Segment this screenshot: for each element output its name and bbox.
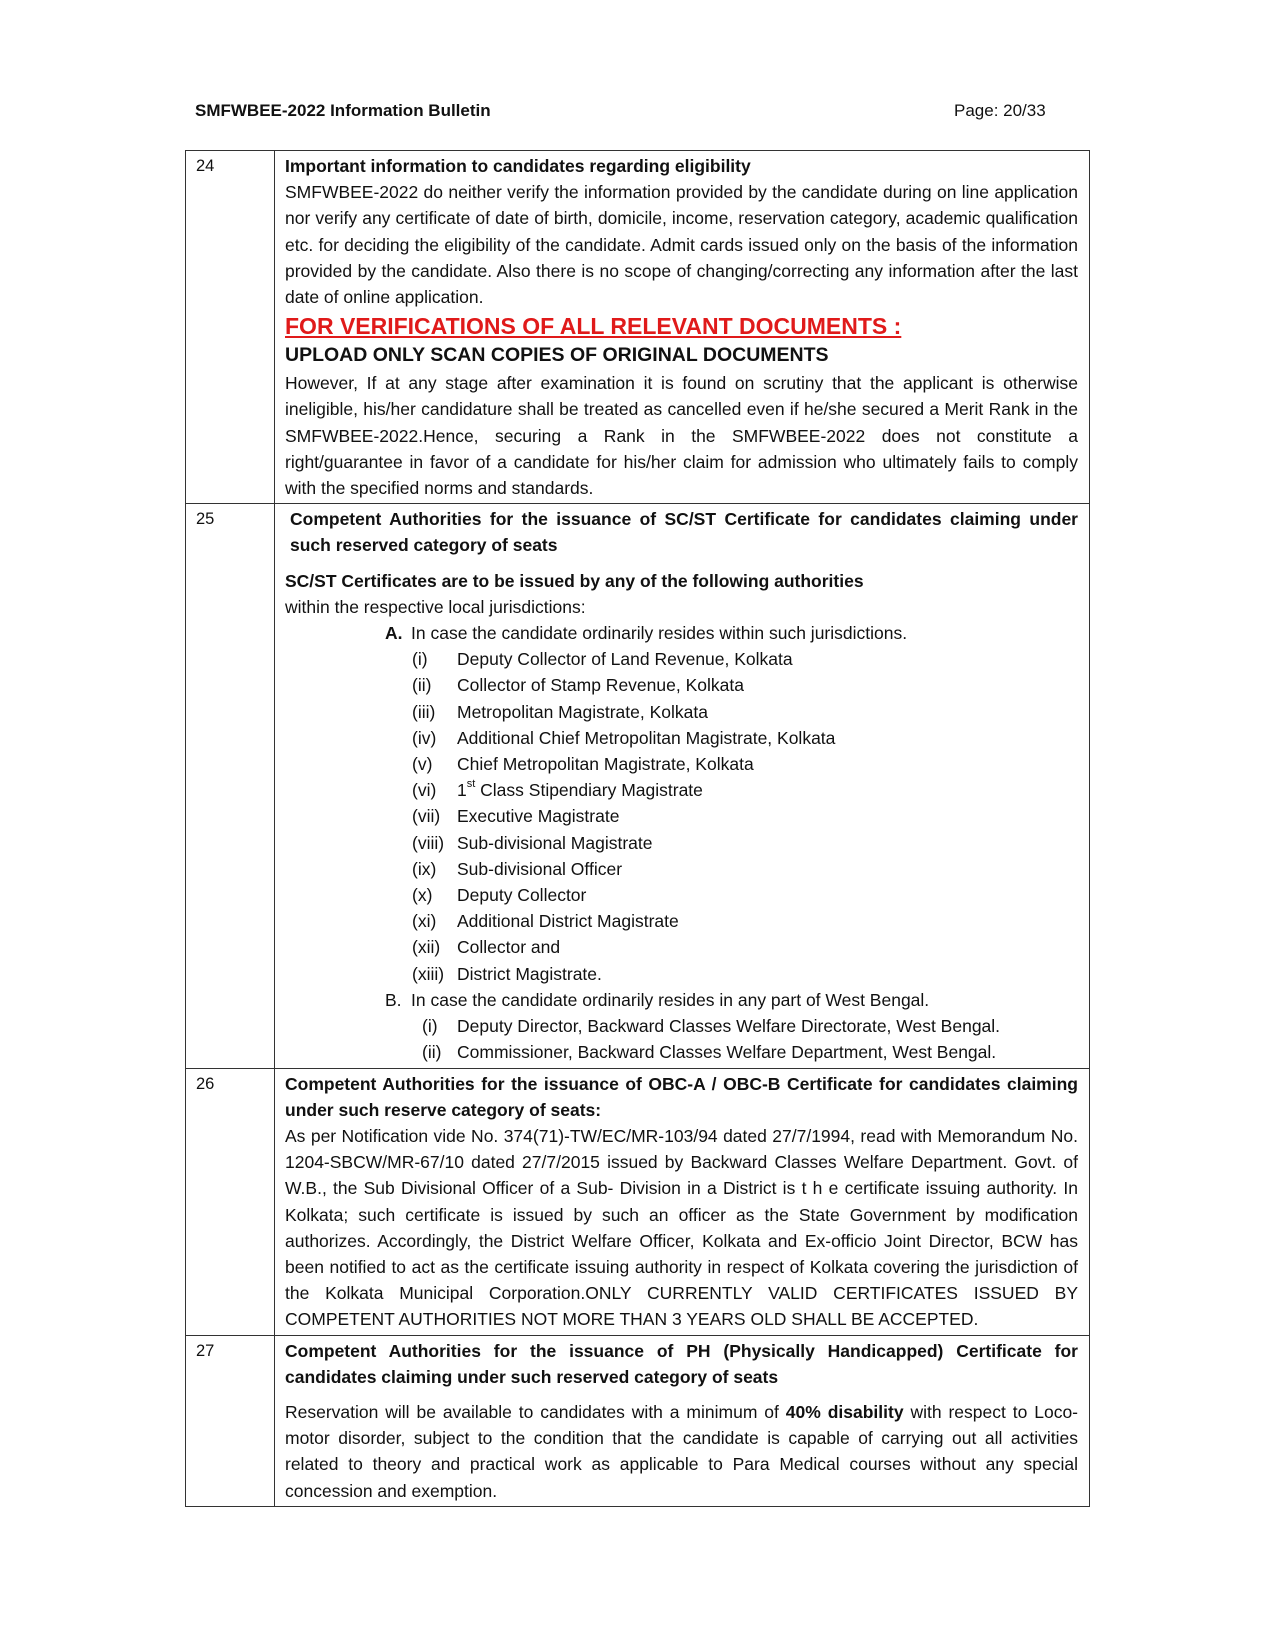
list-item: (iii) Metropolitan Magistrate, Kolkata <box>412 701 708 722</box>
table-row-25 <box>186 504 1090 1068</box>
list-item: (ix) Sub-divisional Officer <box>412 858 623 879</box>
page-number: Page: 20/33 <box>954 101 1046 120</box>
row-number: 25 <box>186 504 275 1068</box>
row-number: 24 <box>186 151 275 504</box>
table-row-27 <box>186 1335 1090 1506</box>
upload-heading: UPLOAD ONLY SCAN COPIES OF ORIGINAL DOCUMENTS <box>285 344 829 367</box>
group-b-text: In case the candidate ordinarily resides in any part of West Bengal. <box>411 989 930 1010</box>
list-item: (ii) Collector of Stamp Revenue, Kolkata <box>412 675 744 696</box>
list-item: (vii) Executive Magistrate <box>412 806 620 827</box>
list-item: (v) Chief Metropolitan Magistrate, Kolkata <box>412 754 754 775</box>
list-item: (xiii) District Magistrate. <box>412 963 602 984</box>
group-a-text: In case the candidate ordinarily resides within such jurisdictions. <box>411 623 908 644</box>
list-item: (vi) 1st Class Stipendiary Magistrate <box>412 778 703 801</box>
list-item: (xi) Additional District Magistrate <box>412 911 679 932</box>
verification-heading: FOR VERIFICATIONS OF ALL RELEVANT DOCUMENTS : <box>285 313 902 340</box>
obc-paragraph: As per Notification vide No. 374(71)-TW/EC/MR-103/94 dated 27/7/1994, read with Memorandum No. 1204-SBCW/MR-67/10 dated 27/7/2015 issued by Backward Classes Welfare Department. Govt. of W.B., the Sub Divisional Officer of a Sub- Division in a District is t h e certificate issuing authority. In Kolkata; such certificate is issued by such an officer as the State Government by modification authorizes. Accordingly, the District Welfare Officer, Kolkata and Ex-officio Joint Director, BCW has been notified to act as the certificate issuing authority in respect of Kolkata covering the jurisdiction of the Kolkata Municipal Corporation.ONLY CURRENTLY VALID CERTIFICATES ISSUED BY COMPETENT AUTHORITIES NOT MORE THAN 3 YEARS OLD SHALL BE ACCEPTED. <box>285 1125 1078 1330</box>
group-b-list <box>285 1013 1078 1065</box>
group-b <box>285 987 1078 1013</box>
row-content <box>275 504 1090 1068</box>
group-a-letter: A. <box>385 623 403 644</box>
group-a-list <box>285 646 1078 987</box>
eligibility-paragraph: SMFWBEE-2022 do neither verify the information provided by the candidate during on line application nor verify any certificate of date of birth, domicile, income, reservation category, academic qualification etc. for deciding the eligibility of the candidate. Admit cards issued only on the basis of the information provided by the candidate. Also there is no scope of changing/correcting any information after the last date of online application. <box>285 182 1078 308</box>
list-item: (ii) Commissioner, Backward Classes Welfare Department, West Bengal. <box>422 1042 997 1063</box>
row-number: 26 <box>186 1068 275 1335</box>
row-content <box>275 1335 1090 1506</box>
disability-threshold: 40% disability <box>785 1401 904 1422</box>
bulletin-title: SMFWBEE-2022 Information Bulletin <box>195 101 491 120</box>
table-row-26 <box>186 1068 1090 1335</box>
list-item: (i) Deputy Director, Backward Classes Welfare Directorate, West Bengal. <box>422 1016 1001 1037</box>
list-item: (iv) Additional Chief Metropolitan Magistrate, Kolkata <box>412 727 836 748</box>
section-heading-scst: Competent Authorities for the issuance of SC/ST Certificate for candidates claiming under such reserved category of seats <box>290 509 1078 556</box>
section-heading-eligibility: Important information to candidates regarding eligibility <box>285 156 751 176</box>
list-item: (i) Deputy Collector of Land Revenue, Kolkata <box>412 649 793 670</box>
scrutiny-paragraph: However, If at any stage after examination it is found on scrutiny that the applicant is otherwise ineligible, his/her candidature shall be treated as cancelled even if he/she secured a Merit Rank in the SMFWBEE-2022.Hence, securing a Rank in the SMFWBEE-2022 does not constitute a right/guarantee in favor of a candidate for his/her claim for admission who ultimately fails to comply with the specified norms and standards. <box>285 373 1078 499</box>
section-heading-obc: Competent Authorities for the issuance of OBC-A / OBC-B Certificate for candidates claiming under such reserve category of seats: <box>285 1073 1078 1120</box>
list-item: (xii) Collector and <box>412 937 561 958</box>
list-item: (x) Deputy Collector <box>412 885 587 906</box>
scst-sub-heading: SC/ST Certificates are to be issued by any of the following authorities <box>285 570 864 591</box>
ph-paragraph: Reservation will be available to candidates with a minimum of 40% disability with respect to Loco-motor disorder, subject to the condition that the candidate is capable of carrying out all activities related to theory and practical work as applicable to Para Medical courses without any special concession and exemption. <box>285 1401 1078 1501</box>
scst-intro: within the respective local jurisdictions: <box>285 596 586 617</box>
list-item: (viii) Sub-divisional Magistrate <box>412 832 653 853</box>
row-content <box>275 151 1090 504</box>
section-heading-ph: Competent Authorities for the issuance of PH (Physically Handicapped) Certificate for candidates claiming under such reserved category of seats <box>285 1340 1078 1387</box>
group-b-letter: B. <box>385 989 402 1010</box>
row-content <box>275 1068 1090 1335</box>
row-number: 27 <box>186 1335 275 1506</box>
eligibility-table <box>185 150 1090 1507</box>
table-row-24 <box>186 151 1090 504</box>
group-a <box>285 620 1078 646</box>
